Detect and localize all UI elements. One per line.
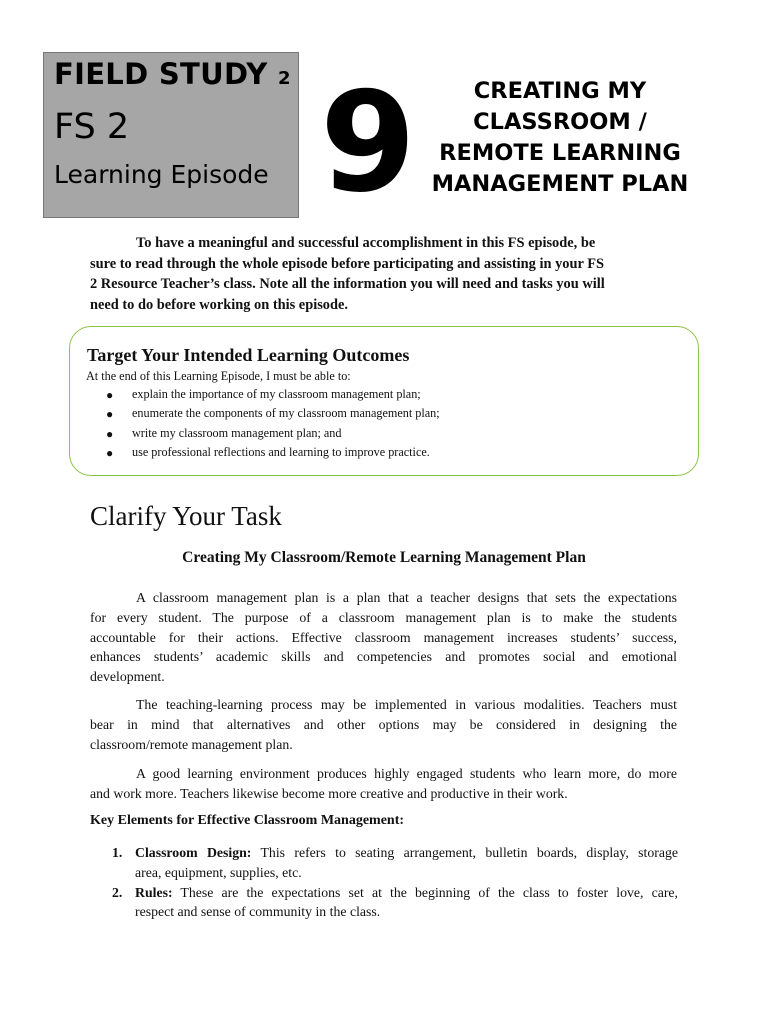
- bullet-icon: ●: [106, 407, 114, 422]
- key-element-item: 1. Classroom Design: This refers to seating arrangement, bulletin boards, display, storage area, equipment, supplies, etc.: [112, 845, 678, 880]
- outcomes-title: Target Your Intended Learning Outcomes: [87, 345, 410, 365]
- fs-label: FS 2: [54, 107, 130, 147]
- key-elements-list: [90, 843, 678, 922]
- body-paragraph: [90, 764, 677, 804]
- bullet-icon: ●: [106, 426, 114, 441]
- learning-outcomes-box: [69, 326, 699, 476]
- paragraph-line: A good learning environment produces highly engaged students who learn more, do more: [136, 766, 677, 781]
- learning-episode-label: Learning Episode: [54, 160, 269, 189]
- paragraph-line: for every student. The purpose of a classroom management plan is to make the students: [90, 609, 677, 625]
- item-number: 1.: [112, 845, 123, 860]
- paragraph-line: enhances students’ academic skills and competencies and promotes social and emotional: [90, 649, 677, 665]
- item-number: 2.: [112, 884, 123, 900]
- bullet-icon: ●: [106, 445, 114, 460]
- intro-line: 2 Resource Teacher’s class. Note all the information you will need and tasks you will: [90, 276, 605, 292]
- section-subheading: Creating My Classroom/Remote Learning Management Plan: [182, 549, 586, 566]
- clarify-heading: Clarify Your Task: [90, 501, 282, 531]
- episode-title-line: REMOTE LEARNING: [439, 140, 681, 166]
- episode-title-line: CREATING MY: [473, 78, 647, 104]
- episode-number: 9: [319, 62, 417, 223]
- bullet-icon: ●: [106, 388, 114, 402]
- episode-title: [422, 76, 698, 200]
- intro-line: need to do before working on this episode.: [90, 296, 348, 313]
- outcomes-list: [106, 387, 440, 464]
- body-paragraph: [90, 695, 677, 754]
- paragraph-line: bear in mind that alternatives and other options may be considered in designing the: [90, 716, 677, 732]
- paragraph-line: A classroom management plan is a plan that a teacher designs that sets the expectations: [136, 590, 677, 605]
- paragraph-line: The teaching-learning process may be implemented in various modalities. Teachers must: [136, 697, 677, 712]
- episode-title-line: MANAGEMENT PLAN: [431, 171, 689, 197]
- outcome-item: ● enumerate the components of my classroom management plan;: [106, 406, 440, 422]
- key-element-item: 2. Rules: These are the expectations set at the beginning of the class to foster love, care, respect and sense of community in the class.: [112, 884, 678, 920]
- paragraph-line: development.: [90, 669, 165, 685]
- paragraph-line: classroom/remote management plan.: [90, 736, 293, 752]
- outcome-item: ● use professional reflections and learning to improve practice.: [106, 444, 430, 460]
- paragraph-line: and work more. Teachers likewise become more creative and productive in their work.: [90, 785, 568, 801]
- field-study-header-box: [43, 52, 299, 218]
- outcome-item: ● explain the importance of my classroom management plan;: [106, 387, 421, 402]
- intro-line: To have a meaningful and successful accomplishment in this FS episode, be: [136, 235, 596, 251]
- field-study-label: FIELD STUDY 2: [54, 57, 291, 91]
- outcome-item: ● write my classroom management plan; and: [106, 425, 342, 441]
- outcomes-lead: At the end of this Learning Episode, I must be able to:: [86, 369, 351, 383]
- body-paragraph: [90, 588, 677, 687]
- intro-paragraph: [90, 233, 678, 315]
- intro-line: sure to read through the whole episode before participating and assisting in your FS: [90, 255, 604, 272]
- key-elements-title: Key Elements for Effective Classroom Management:: [90, 813, 405, 828]
- paragraph-line: accountable for their actions. Effective classroom management increases students’ success,: [90, 629, 677, 645]
- episode-title-line: CLASSROOM /: [473, 109, 647, 135]
